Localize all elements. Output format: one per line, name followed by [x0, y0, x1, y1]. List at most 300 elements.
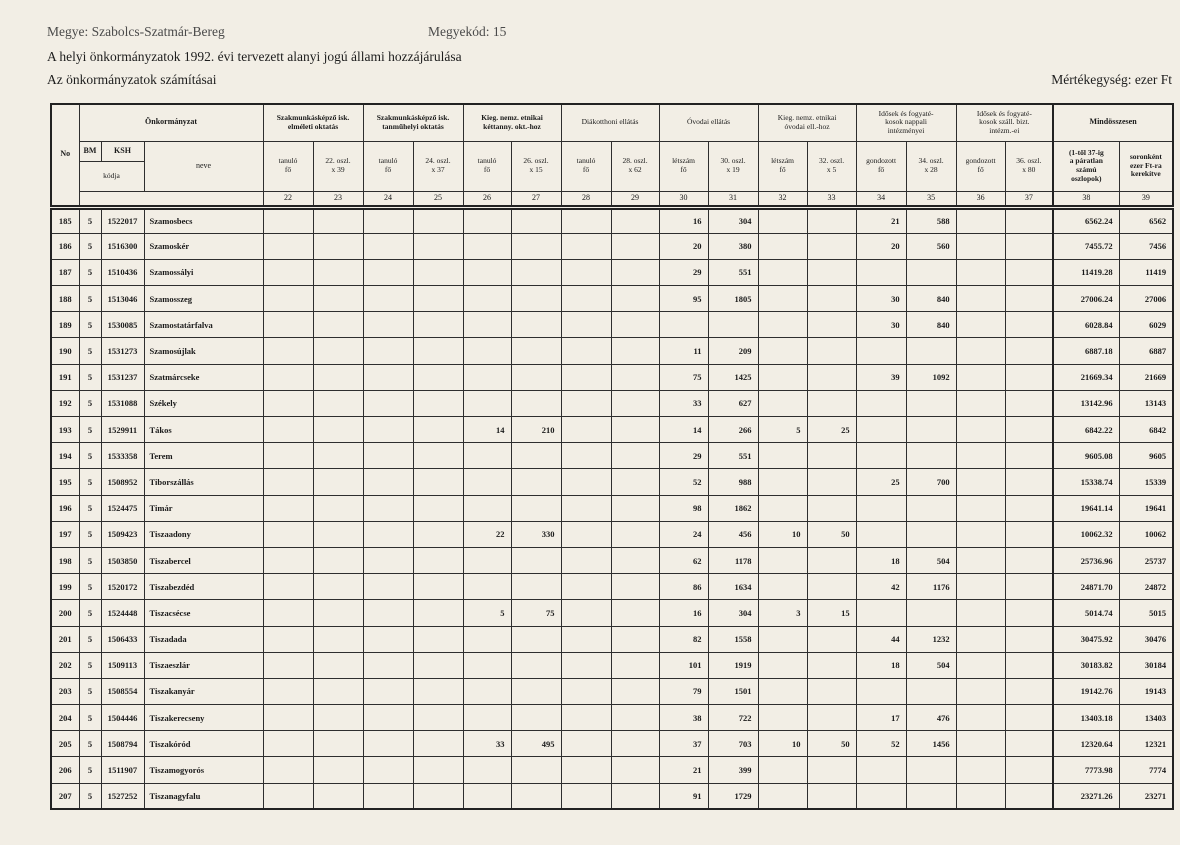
value-cell-col-23	[313, 521, 363, 547]
bm-code-cell: 5	[79, 312, 101, 338]
value-cell-col-37	[1005, 600, 1053, 626]
value-cell-col-29	[611, 678, 659, 704]
value-cell-col-29	[611, 757, 659, 783]
value-cell-col-24	[363, 783, 413, 809]
row-number-cell: 195	[51, 469, 79, 495]
row-number-cell: 200	[51, 600, 79, 626]
ksh-code-cell: 1531273	[101, 338, 144, 364]
municipality-name-cell: Tiszakanyár	[144, 678, 263, 704]
value-cell-col-33	[807, 286, 856, 312]
municipality-name-cell: Tiszakerecseny	[144, 705, 263, 731]
value-cell-col-22	[263, 417, 313, 443]
value-cell-col-33	[807, 338, 856, 364]
value-cell-col-37	[1005, 312, 1053, 338]
value-cell-col-27	[511, 338, 561, 364]
column-number-31: 31	[708, 191, 758, 207]
column-number-22: 22	[263, 191, 313, 207]
ksh-code-cell: 1529911	[101, 417, 144, 443]
bm-code-cell: 5	[79, 757, 101, 783]
value-cell-col-26: 22	[463, 521, 511, 547]
value-cell-col-30: 20	[659, 233, 708, 259]
value-cell-col-39: 27006	[1119, 286, 1173, 312]
value-cell-col-28	[561, 469, 611, 495]
value-cell-col-26	[463, 286, 511, 312]
value-cell-col-36	[956, 574, 1005, 600]
value-cell-col-31: 209	[708, 338, 758, 364]
ksh-code-cell: 1506433	[101, 626, 144, 652]
bm-code-cell: 5	[79, 417, 101, 443]
value-cell-col-32	[758, 574, 807, 600]
column-number-23: 23	[313, 191, 363, 207]
value-cell-col-37	[1005, 233, 1053, 259]
value-cell-col-32	[758, 783, 807, 809]
value-cell-col-31: 304	[708, 600, 758, 626]
county-code-label: Megyekód: 15	[428, 24, 507, 39]
group-header-vocational-theory: Szakmunkásképző isk. elméleti oktatás	[263, 104, 363, 141]
value-cell-col-28	[561, 233, 611, 259]
value-cell-col-29	[611, 312, 659, 338]
table-row	[51, 390, 1173, 416]
value-cell-col-31: 703	[708, 731, 758, 757]
table-row	[51, 547, 1173, 573]
ksh-code-cell: 1516300	[101, 233, 144, 259]
value-cell-col-37	[1005, 678, 1053, 704]
value-cell-col-25	[413, 259, 463, 285]
row-number-cell: 201	[51, 626, 79, 652]
value-cell-col-39: 30476	[1119, 626, 1173, 652]
municipality-name-cell: Szamosújlak	[144, 338, 263, 364]
value-cell-col-27	[511, 364, 561, 390]
municipality-name-cell: Szatmárcseke	[144, 364, 263, 390]
value-cell-col-31: 1805	[708, 286, 758, 312]
allocation-table	[50, 103, 1174, 810]
value-cell-col-23	[313, 233, 363, 259]
column-number-24: 24	[363, 191, 413, 207]
value-cell-col-23	[313, 364, 363, 390]
group-header-elderly-day-care: Idősek és fogyaté- kosok nappali intézményei	[856, 104, 956, 141]
value-cell-col-39: 9605	[1119, 443, 1173, 469]
value-cell-col-39: 25737	[1119, 547, 1173, 573]
value-cell-col-25	[413, 312, 463, 338]
value-cell-col-30: 101	[659, 652, 708, 678]
value-cell-col-28	[561, 443, 611, 469]
ksh-code-cell: 1531088	[101, 390, 144, 416]
value-cell-col-31: 551	[708, 259, 758, 285]
value-cell-col-36	[956, 417, 1005, 443]
value-cell-col-29	[611, 626, 659, 652]
value-cell-col-24	[363, 600, 413, 626]
value-cell-col-38: 19641.14	[1053, 495, 1119, 521]
value-cell-col-28	[561, 207, 611, 233]
value-cell-col-35	[906, 390, 956, 416]
column-number-26: 26	[463, 191, 511, 207]
value-cell-col-23	[313, 286, 363, 312]
value-cell-col-34	[856, 600, 906, 626]
value-cell-col-24	[363, 207, 413, 233]
value-cell-col-22	[263, 338, 313, 364]
municipality-name-cell: Szamoskér	[144, 233, 263, 259]
value-cell-col-36	[956, 495, 1005, 521]
value-cell-col-31: 722	[708, 705, 758, 731]
value-cell-col-39: 15339	[1119, 469, 1173, 495]
ksh-code-cell: 1508554	[101, 678, 144, 704]
value-cell-col-36	[956, 547, 1005, 573]
value-cell-col-35	[906, 443, 956, 469]
value-cell-col-36	[956, 364, 1005, 390]
value-cell-col-29	[611, 259, 659, 285]
value-cell-col-26	[463, 495, 511, 521]
value-cell-col-38: 6842.22	[1053, 417, 1119, 443]
value-cell-col-23	[313, 338, 363, 364]
value-cell-col-26	[463, 626, 511, 652]
header-blank-cell	[79, 191, 263, 207]
bm-code-cell: 5	[79, 286, 101, 312]
ksh-code-cell: 1533358	[101, 443, 144, 469]
ksh-code-cell: 1511907	[101, 757, 144, 783]
value-cell-col-32: 10	[758, 731, 807, 757]
value-cell-col-35: 1232	[906, 626, 956, 652]
value-cell-col-38: 6887.18	[1053, 338, 1119, 364]
ksh-code-cell: 1509423	[101, 521, 144, 547]
value-cell-col-24	[363, 312, 413, 338]
value-cell-col-28	[561, 495, 611, 521]
column-number-27: 27	[511, 191, 561, 207]
bm-code-cell: 5	[79, 574, 101, 600]
value-cell-col-25	[413, 338, 463, 364]
value-cell-col-33	[807, 364, 856, 390]
table-row	[51, 469, 1173, 495]
value-cell-col-39: 30184	[1119, 652, 1173, 678]
value-cell-col-36	[956, 469, 1005, 495]
value-cell-col-27	[511, 574, 561, 600]
value-cell-col-35	[906, 600, 956, 626]
value-cell-col-22	[263, 469, 313, 495]
value-cell-col-36	[956, 783, 1005, 809]
value-cell-col-37	[1005, 521, 1053, 547]
value-cell-col-24	[363, 417, 413, 443]
value-cell-col-31: 1501	[708, 678, 758, 704]
value-cell-col-33	[807, 678, 856, 704]
bm-code-cell: 5	[79, 443, 101, 469]
value-cell-col-23	[313, 417, 363, 443]
value-cell-col-24	[363, 678, 413, 704]
value-cell-col-32	[758, 233, 807, 259]
value-cell-col-36	[956, 233, 1005, 259]
row-number-cell: 199	[51, 574, 79, 600]
value-cell-col-30: 91	[659, 783, 708, 809]
value-cell-col-36	[956, 731, 1005, 757]
value-cell-col-33	[807, 207, 856, 233]
bm-code-cell: 5	[79, 652, 101, 678]
value-cell-col-39: 24872	[1119, 574, 1173, 600]
value-cell-col-31	[708, 312, 758, 338]
ksh-code-cell: 1527252	[101, 783, 144, 809]
value-cell-col-27	[511, 652, 561, 678]
value-cell-col-31: 1634	[708, 574, 758, 600]
group-header-dormitory: Diákotthoni ellátás	[561, 104, 659, 141]
value-cell-col-22	[263, 312, 313, 338]
value-cell-col-39: 10062	[1119, 521, 1173, 547]
value-cell-col-36	[956, 312, 1005, 338]
value-cell-col-23	[313, 547, 363, 573]
value-cell-col-27	[511, 626, 561, 652]
value-cell-col-27	[511, 678, 561, 704]
value-cell-col-30: 79	[659, 678, 708, 704]
value-cell-col-33: 25	[807, 417, 856, 443]
value-cell-col-31: 1919	[708, 652, 758, 678]
value-cell-col-35	[906, 417, 956, 443]
value-cell-col-37	[1005, 547, 1053, 573]
row-number-cell: 207	[51, 783, 79, 809]
value-cell-col-28	[561, 600, 611, 626]
value-cell-col-23	[313, 495, 363, 521]
value-cell-col-25	[413, 731, 463, 757]
table-row	[51, 443, 1173, 469]
subheader-col-25: 24. oszl. x 37	[413, 141, 463, 191]
municipality-name-cell: Tiszaadony	[144, 521, 263, 547]
value-cell-col-27	[511, 286, 561, 312]
value-cell-col-25	[413, 783, 463, 809]
bm-code-cell: 5	[79, 469, 101, 495]
ksh-code-cell: 1531237	[101, 364, 144, 390]
subheader-col-22: tanuló fő	[263, 141, 313, 191]
column-number-37: 37	[1005, 191, 1053, 207]
value-cell-col-30: 29	[659, 443, 708, 469]
value-cell-col-25	[413, 207, 463, 233]
value-cell-col-22	[263, 731, 313, 757]
value-cell-col-36	[956, 626, 1005, 652]
value-cell-col-38: 6028.84	[1053, 312, 1119, 338]
value-cell-col-30: 75	[659, 364, 708, 390]
value-cell-col-22	[263, 286, 313, 312]
value-cell-col-23	[313, 783, 363, 809]
value-cell-col-26	[463, 652, 511, 678]
value-cell-col-30: 29	[659, 259, 708, 285]
value-cell-col-25	[413, 521, 463, 547]
value-cell-col-36	[956, 652, 1005, 678]
value-cell-col-25	[413, 495, 463, 521]
bm-code-cell: 5	[79, 678, 101, 704]
value-cell-col-39: 6029	[1119, 312, 1173, 338]
value-cell-col-31: 1729	[708, 783, 758, 809]
header-no: No	[51, 104, 79, 207]
value-cell-col-24	[363, 443, 413, 469]
value-cell-col-25	[413, 600, 463, 626]
value-cell-col-31: 988	[708, 469, 758, 495]
value-cell-col-23	[313, 757, 363, 783]
ksh-code-cell: 1524448	[101, 600, 144, 626]
subheader-col-33: 32. oszl. x 5	[807, 141, 856, 191]
value-cell-col-22	[263, 364, 313, 390]
municipality-name-cell: Tiszakóród	[144, 731, 263, 757]
value-cell-col-26	[463, 469, 511, 495]
value-cell-col-29	[611, 652, 659, 678]
value-cell-col-28	[561, 286, 611, 312]
value-cell-col-32	[758, 312, 807, 338]
value-cell-col-35	[906, 338, 956, 364]
ksh-code-cell: 1508794	[101, 731, 144, 757]
value-cell-col-31: 627	[708, 390, 758, 416]
table-row	[51, 574, 1173, 600]
value-cell-col-28	[561, 783, 611, 809]
value-cell-col-34	[856, 521, 906, 547]
value-cell-col-38: 23271.26	[1053, 783, 1119, 809]
value-cell-col-28	[561, 626, 611, 652]
value-cell-col-27	[511, 469, 561, 495]
value-cell-col-27	[511, 259, 561, 285]
value-cell-col-28	[561, 678, 611, 704]
value-cell-col-37	[1005, 652, 1053, 678]
value-cell-col-30: 82	[659, 626, 708, 652]
column-number-32: 32	[758, 191, 807, 207]
subheader-col-34: gondozott fő	[856, 141, 906, 191]
ksh-code-cell: 1513046	[101, 286, 144, 312]
value-cell-col-24	[363, 390, 413, 416]
value-cell-col-33: 50	[807, 731, 856, 757]
value-cell-col-29	[611, 390, 659, 416]
value-cell-col-22	[263, 443, 313, 469]
value-cell-col-39: 13143	[1119, 390, 1173, 416]
value-cell-col-35: 504	[906, 652, 956, 678]
value-cell-col-35: 560	[906, 233, 956, 259]
row-number-cell: 203	[51, 678, 79, 704]
bm-code-cell: 5	[79, 783, 101, 809]
value-cell-col-36	[956, 338, 1005, 364]
value-cell-col-32	[758, 547, 807, 573]
value-cell-col-26	[463, 338, 511, 364]
header-code: kódja	[79, 161, 144, 191]
value-cell-col-31: 1558	[708, 626, 758, 652]
value-cell-col-34	[856, 259, 906, 285]
value-cell-col-35: 1456	[906, 731, 956, 757]
value-cell-col-35: 1176	[906, 574, 956, 600]
value-cell-col-24	[363, 338, 413, 364]
value-cell-col-38: 27006.24	[1053, 286, 1119, 312]
value-cell-col-34: 30	[856, 286, 906, 312]
value-cell-col-30: 62	[659, 547, 708, 573]
value-cell-col-26	[463, 574, 511, 600]
value-cell-col-38: 10062.32	[1053, 521, 1119, 547]
value-cell-col-38: 12320.64	[1053, 731, 1119, 757]
value-cell-col-24	[363, 731, 413, 757]
value-cell-col-29	[611, 574, 659, 600]
header-bm: BM	[79, 141, 101, 161]
value-cell-col-37	[1005, 731, 1053, 757]
municipality-name-cell: Tákos	[144, 417, 263, 443]
value-cell-col-28	[561, 574, 611, 600]
value-cell-col-30: 52	[659, 469, 708, 495]
value-cell-col-22	[263, 574, 313, 600]
value-cell-col-34: 52	[856, 731, 906, 757]
value-cell-col-32	[758, 626, 807, 652]
value-cell-col-34	[856, 443, 906, 469]
table-row	[51, 312, 1173, 338]
value-cell-col-36	[956, 678, 1005, 704]
value-cell-col-26	[463, 207, 511, 233]
bm-code-cell: 5	[79, 731, 101, 757]
table-row	[51, 600, 1173, 626]
table-row	[51, 783, 1173, 809]
value-cell-col-33	[807, 312, 856, 338]
bm-code-cell: 5	[79, 600, 101, 626]
ksh-code-cell: 1520172	[101, 574, 144, 600]
value-cell-col-30: 37	[659, 731, 708, 757]
value-cell-col-26	[463, 259, 511, 285]
value-cell-col-35: 476	[906, 705, 956, 731]
bm-code-cell: 5	[79, 364, 101, 390]
value-cell-col-38: 13142.96	[1053, 390, 1119, 416]
value-cell-col-27: 75	[511, 600, 561, 626]
value-cell-col-38: 11419.28	[1053, 259, 1119, 285]
value-cell-col-23	[313, 390, 363, 416]
value-cell-col-27	[511, 705, 561, 731]
value-cell-col-23	[313, 626, 363, 652]
value-cell-col-33: 15	[807, 600, 856, 626]
value-cell-col-32: 10	[758, 521, 807, 547]
municipality-name-cell: Székely	[144, 390, 263, 416]
value-cell-col-30: 38	[659, 705, 708, 731]
value-cell-col-25	[413, 390, 463, 416]
value-cell-col-27: 330	[511, 521, 561, 547]
value-cell-col-35	[906, 783, 956, 809]
value-cell-col-33	[807, 469, 856, 495]
value-cell-col-32: 5	[758, 417, 807, 443]
value-cell-col-37	[1005, 783, 1053, 809]
value-cell-col-38: 25736.96	[1053, 547, 1119, 573]
value-cell-col-24	[363, 259, 413, 285]
value-cell-col-27	[511, 443, 561, 469]
row-number-cell: 187	[51, 259, 79, 285]
value-cell-col-39: 12321	[1119, 731, 1173, 757]
value-cell-col-23	[313, 312, 363, 338]
value-cell-col-22	[263, 390, 313, 416]
value-cell-col-37	[1005, 364, 1053, 390]
bm-code-cell: 5	[79, 521, 101, 547]
value-cell-col-30: 33	[659, 390, 708, 416]
value-cell-col-38: 30183.82	[1053, 652, 1119, 678]
value-cell-col-35	[906, 678, 956, 704]
group-header-kindergarten: Óvodai ellátás	[659, 104, 758, 141]
value-cell-col-22	[263, 626, 313, 652]
value-cell-col-29	[611, 443, 659, 469]
header-name: neve	[144, 141, 263, 191]
value-cell-col-30: 86	[659, 574, 708, 600]
row-number-cell: 189	[51, 312, 79, 338]
value-cell-col-39: 23271	[1119, 783, 1173, 809]
municipality-name-cell: Timár	[144, 495, 263, 521]
ksh-code-cell: 1510436	[101, 259, 144, 285]
table-row	[51, 757, 1173, 783]
value-cell-col-38: 5014.74	[1053, 600, 1119, 626]
group-header-ethnic-bilingual-education: Kieg. nemz. etnikai kéttanny. okt.-hoz	[463, 104, 561, 141]
column-number-29: 29	[611, 191, 659, 207]
value-cell-col-28	[561, 705, 611, 731]
value-cell-col-33	[807, 574, 856, 600]
value-cell-col-34	[856, 390, 906, 416]
value-cell-col-35	[906, 757, 956, 783]
value-cell-col-24	[363, 364, 413, 390]
value-cell-col-24	[363, 469, 413, 495]
value-cell-col-30	[659, 312, 708, 338]
bm-code-cell: 5	[79, 705, 101, 731]
value-cell-col-29	[611, 469, 659, 495]
value-cell-col-28	[561, 521, 611, 547]
value-cell-col-37	[1005, 390, 1053, 416]
subheader-col-31: 30. oszl. x 19	[708, 141, 758, 191]
value-cell-col-35: 588	[906, 207, 956, 233]
value-cell-col-37	[1005, 705, 1053, 731]
value-cell-col-22	[263, 233, 313, 259]
